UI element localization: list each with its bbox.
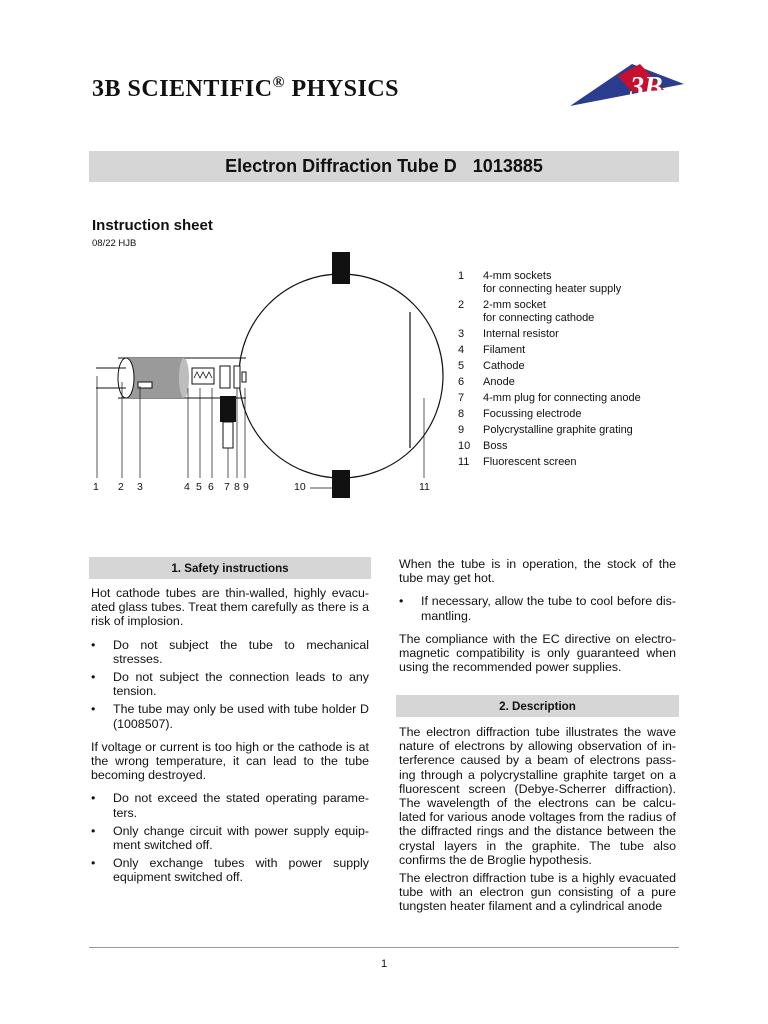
diagram-label-7: 7	[224, 481, 230, 493]
list-item: • Do not subject the tube to mechanical stresses.	[91, 638, 369, 666]
safety-paragraph-2: If voltage or current is too high or the cathode is at the wrong temperature, it can lead to the tube becoming destroyed.	[91, 739, 369, 783]
list-item: • Do not exceed the stated operating parame-ters.	[91, 791, 369, 819]
legend-text: Cathode	[483, 360, 525, 373]
tube-stock	[126, 358, 184, 398]
diagram-label-4: 4	[184, 481, 190, 493]
diagram-label-3: 3	[137, 481, 143, 493]
list-item: • If necessary, allow the tube to cool before dis-mantling.	[399, 594, 676, 622]
operation-paragraph: When the tube is in operation, the stock of the tube may get hot.	[399, 557, 676, 586]
diagram-label-10: 10	[294, 481, 306, 493]
legend-text: Fluorescent screen	[483, 456, 577, 469]
sheet-title: Instruction sheet	[92, 217, 213, 234]
legend-text: Polycrystalline graphite grating	[483, 424, 633, 437]
bottom-boss	[332, 470, 350, 498]
list-item: • Do not subject the connection leads to any tension.	[91, 670, 369, 698]
legend-text: 2-mm socket for connecting cathode	[483, 299, 595, 325]
diagram-legend	[458, 270, 698, 472]
emc-paragraph: The compliance with the EC directive on electro-magnetic compatibility is only guaranteed when using the recommended power supplies.	[399, 631, 676, 675]
legend-text: Internal resistor	[483, 328, 559, 341]
product-name: Electron Diffraction Tube D	[225, 156, 457, 176]
legend-item	[458, 440, 698, 453]
glass-bulb	[239, 274, 443, 478]
focussing-electrode	[234, 366, 240, 388]
description-column	[399, 725, 676, 923]
legend-text: Boss	[483, 440, 508, 453]
right-column	[399, 557, 676, 683]
logo-text: 3B	[630, 72, 663, 103]
legend-item	[458, 456, 698, 469]
legend-num: 11	[458, 456, 470, 469]
diagram-label-8: 8	[234, 481, 240, 493]
left-column	[91, 586, 369, 894]
legend-text: Anode	[483, 376, 515, 389]
brand-main: 3B SCIENTIFIC	[92, 76, 273, 102]
safety-paragraph-1: Hot cathode tubes are thin-walled, highly evacu-ated glass tubes. Treat them carefully as there is a risk of implosion.	[91, 586, 369, 629]
legend-item	[458, 299, 698, 325]
operation-list	[399, 594, 676, 622]
legend-num: 6	[458, 376, 465, 389]
footer-divider	[89, 947, 679, 948]
graphite-grating	[242, 372, 246, 382]
diagram-label-11: 11	[419, 481, 430, 493]
safety-heading: 1. Safety instructions	[89, 557, 371, 579]
legend-item	[458, 328, 698, 341]
legend-text: Focussing electrode	[483, 408, 582, 421]
list-item: • The tube may only be used with tube holder D (1008507).	[91, 702, 369, 730]
registered-mark: ®	[272, 74, 285, 91]
legend-item	[458, 344, 698, 357]
product-number: 1013885	[472, 156, 543, 176]
sheet-date: 08/22 HJB	[92, 238, 137, 249]
anode-plug	[220, 396, 236, 422]
diagram-label-1: 1	[93, 481, 99, 493]
legend-num: 4	[458, 344, 465, 357]
legend-item	[458, 408, 698, 421]
legend-item	[458, 392, 698, 405]
legend-item	[458, 376, 698, 389]
legend-num: 5	[458, 360, 465, 373]
safety-list-2	[91, 791, 369, 884]
legend-item	[458, 270, 698, 296]
diagram-label-6: 6	[208, 481, 214, 493]
legend-num: 1	[458, 270, 465, 282]
diagram-label-5: 5	[196, 481, 202, 493]
safety-list-1	[91, 638, 369, 731]
description-heading: 2. Description	[396, 695, 679, 717]
legend-num: 2	[458, 299, 465, 312]
page-number: 1	[380, 958, 388, 970]
diagram-label-2: 2	[118, 481, 124, 493]
diagram-label-9: 9	[243, 481, 249, 493]
brand-tail: PHYSICS	[285, 76, 400, 102]
legend-num: 7	[458, 392, 465, 405]
list-item: • Only exchange tubes with power supply equipment switched off.	[91, 856, 369, 884]
legend-item	[458, 424, 698, 437]
legend-text: 4-mm plug for connecting anode	[483, 392, 641, 405]
top-boss	[332, 252, 350, 284]
description-paragraph-1: The electron diffraction tube illustrates the wave nature of electrons by allowing observation of in-terference caused by a beam of electrons pass-ing through a polycrystalline graphite target on a fluorescent screen (Debye-Scherrer diffraction). The wavelength of the electrons can be calcu-lated for various anode voltages from the radius of the diffracted rings and the distance between the crystal layers in the graphite. The tube also confirms the de Broglie hypothesis.	[399, 725, 676, 867]
legend-num: 10	[458, 440, 471, 453]
document-title-bar	[89, 151, 679, 182]
legend-num: 3	[458, 328, 465, 341]
legend-item	[458, 360, 698, 373]
legend-num: 8	[458, 408, 465, 421]
anode	[220, 366, 230, 388]
3b-logo	[566, 58, 684, 108]
list-item: • Only change circuit with power supply equip-ment switched off.	[91, 824, 369, 852]
description-paragraph-2: The electron diffraction tube is a highly evacuated tube with an electron gun consisting of a pure tungsten heater filament and a cylindrical anode	[399, 871, 676, 914]
tube-diagram	[88, 248, 456, 498]
brand-title	[92, 74, 399, 103]
legend-text: Filament	[483, 344, 526, 357]
legend-text: 4-mm sockets for connecting heater supply	[483, 270, 622, 296]
legend-num: 9	[458, 424, 465, 437]
